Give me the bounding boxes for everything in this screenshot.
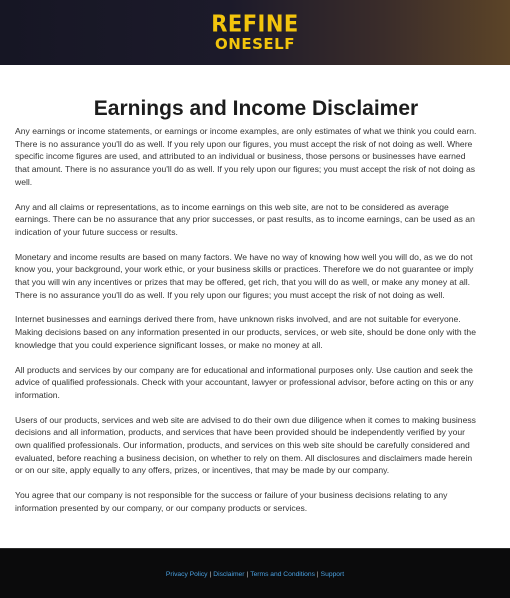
site-footer [0, 548, 510, 598]
text-line: Monetary and income results are based on many factors. We have no way of knowing how well you will do, as we do not [15, 251, 473, 262]
text-line: All products and services by our company are for educational and informational purposes only. Use caution and seek the [15, 364, 473, 375]
footer-separator: | [246, 571, 249, 578]
text-line: information presented by our company, or our company products or services. [15, 502, 308, 513]
text-line: well. [15, 176, 33, 187]
footer-separator: | [209, 571, 212, 578]
text-line: that amount. There is no assurance you'll do as well. If you rely upon our figures; you must accept the risk of not doing as [15, 164, 476, 175]
text-line: indication of your future success or results. [15, 226, 178, 237]
text-line: Any and all claims or representations, as to income earnings on this web site, are not to be considered as average [15, 201, 449, 212]
text-line: decisions and all information, products, and services that have been provided should be independently verified by your [15, 427, 466, 438]
brand-logo[interactable] [0, 10, 510, 53]
paragraph-6 [15, 414, 497, 478]
logo-line-1: REFINE [211, 10, 299, 38]
main-content [15, 96, 497, 527]
footer-link-support[interactable]: Support [320, 571, 345, 578]
text-line: evaluated, before reaching a business decision, on whether to rely on them. All disclosures and disclaimers made herein [15, 452, 473, 463]
text-line: Users of our products, services and web site are advised to do their own due diligence when it comes to making business [15, 414, 476, 425]
text-line: earnings. There can be no assurance that any prior successes, or past results, as to income earnings, can be used as an [15, 214, 475, 225]
footer-link-privacy-policy[interactable]: Privacy Policy [165, 571, 208, 578]
paragraph-4 [15, 313, 497, 351]
text-line: Internet businesses and earnings derived there from, have unknown risks involved, and are not suitable for everyone. [15, 314, 461, 325]
footer-links [0, 570, 510, 579]
text-line: own qualified professionals. Our information, products, and services on this web site should be carefully considered and [15, 440, 470, 451]
paragraph-7 [15, 489, 497, 514]
footer-link-disclaimer[interactable]: Disclaimer [213, 571, 245, 578]
text-line: Any earnings or income statements, or earnings or income examples, are only estimates of what we think you could earn. [15, 126, 477, 136]
paragraph-2 [15, 201, 497, 239]
text-line: You agree that our company is not responsible for the success or failure of your business decisions relating to any [15, 490, 448, 501]
text-line: specific income figures are used, and attributed to an individual or business, those persons or businesses have earned [15, 151, 466, 162]
text-line: information. [15, 389, 60, 400]
paragraph-3 [15, 251, 497, 302]
text-line: or on our site, apply equally to any offers, prizes, or incentives, that may be made by our company. [15, 465, 390, 476]
text-line: that you will win any incentives or prizes that may be offered, get rich, that you will do as well, or make any money at all. [15, 277, 471, 288]
text-line: Making decisions based on any information presented in our products, services, or web site, should be done only with the [15, 327, 476, 338]
text-line: knowledge that you could experience significant losses, or make no money at all. [15, 339, 323, 350]
site-header [0, 0, 510, 65]
footer-link-terms[interactable]: Terms and Conditions [250, 571, 315, 578]
text-line: There is no assurance you'll do as well. If you rely upon our figures; you must accept the risk of not doing as well. [15, 289, 445, 300]
logo-line-2: ONESELF [215, 35, 295, 53]
text-line: know you, your background, your work ethic, or your business skills or practices. Therefore we do not guarantee or imply [15, 264, 474, 275]
text-line: advice of qualified professionals. Check with your accountant, lawyer or professional advisor, before acting on this or any [15, 377, 474, 388]
paragraph-5 [15, 364, 497, 402]
text-line: There is no assurance you'll do as well. If you rely upon our figures, you must accept the risk of not doing as well. Where [15, 138, 473, 149]
paragraph-1 [15, 125, 497, 189]
footer-separator: | [316, 571, 319, 578]
page-title: Earnings and Income Disclaimer [93, 97, 419, 120]
